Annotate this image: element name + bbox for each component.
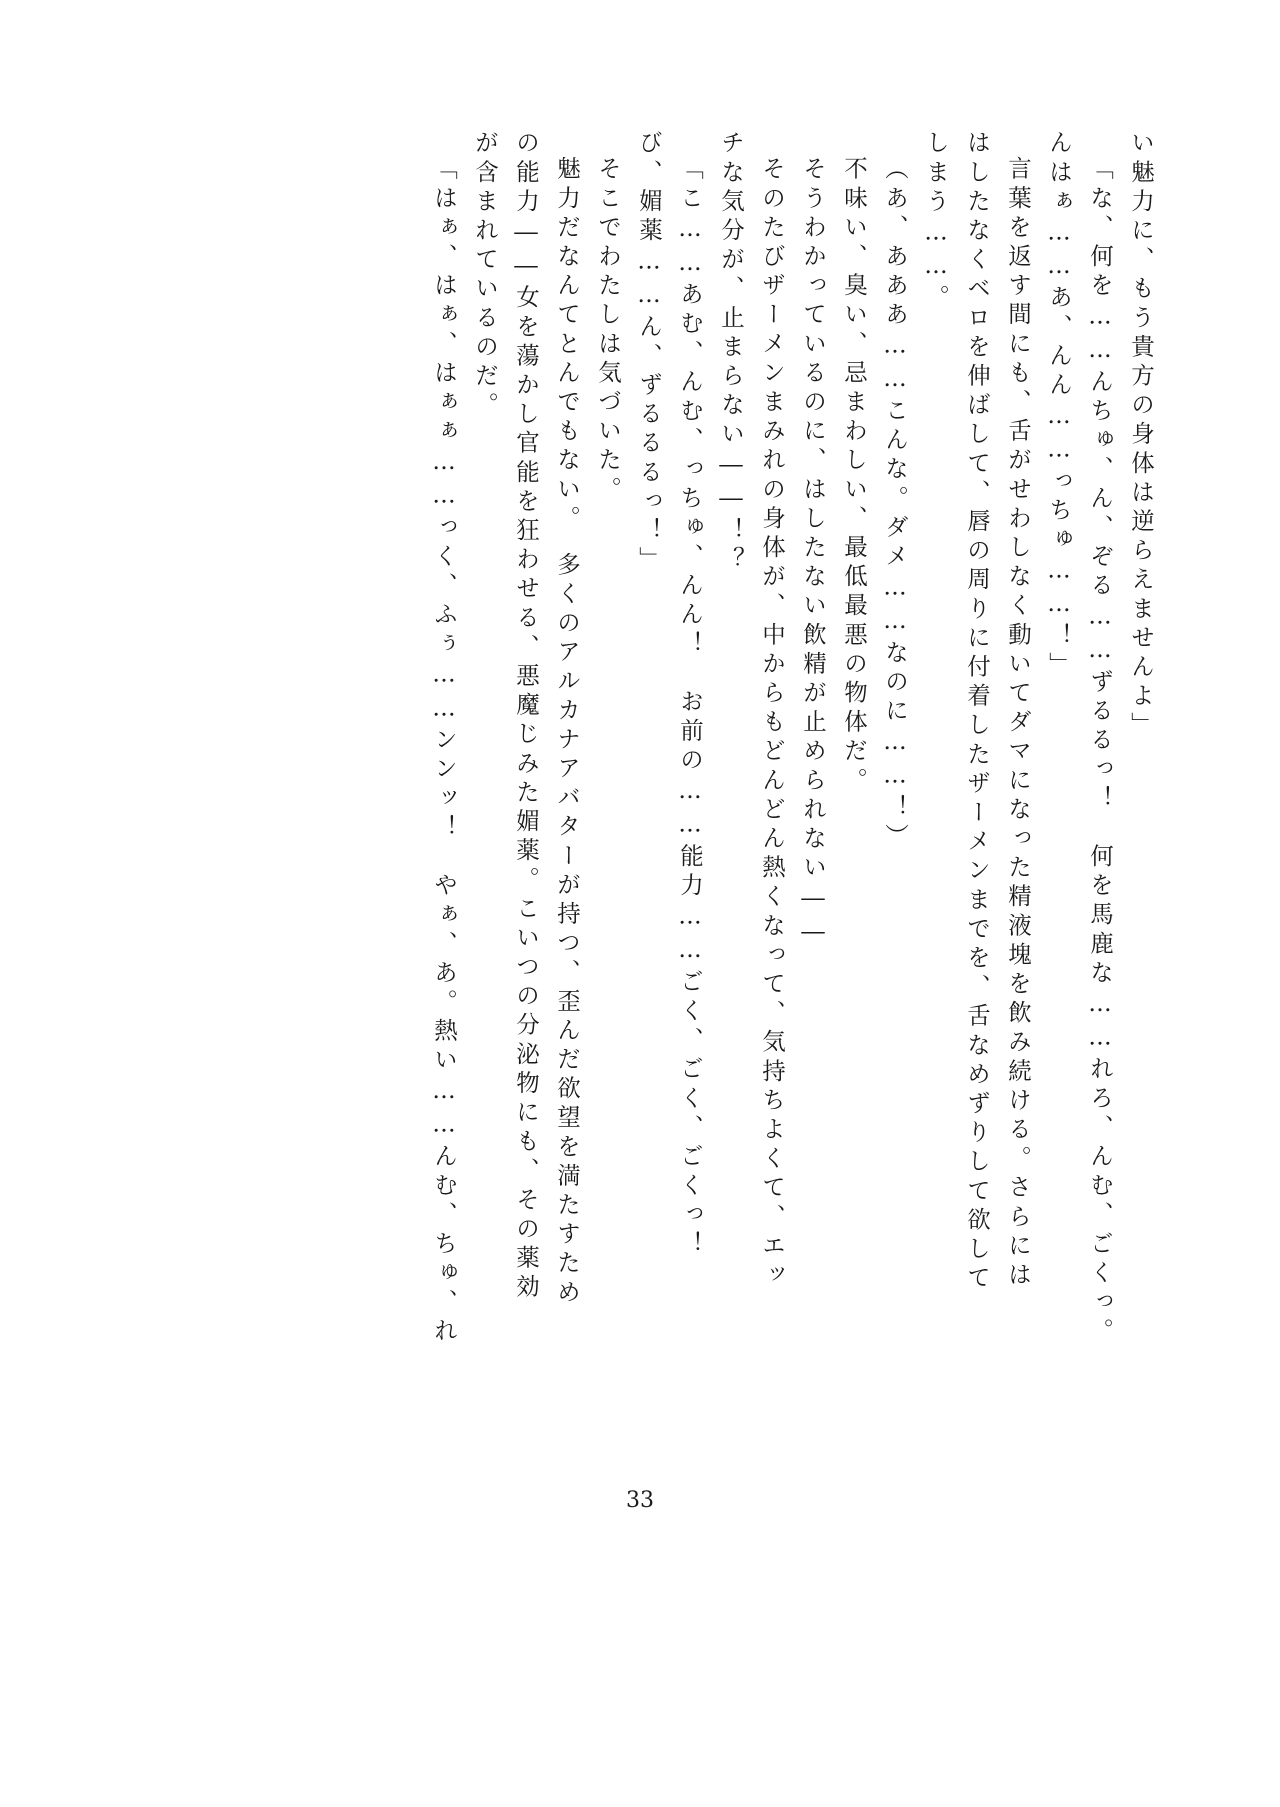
text-line: はしたなくベロを伸ばして、唇の周りに付着したザーメンまでを、舌なめずりして欲して xyxy=(963,130,991,1294)
text-line: が含まれているのだ。 xyxy=(471,130,499,421)
text-line: そうわかっているのに、はしたない飲精が止められない―― xyxy=(799,156,827,951)
text-line: しまう……。 xyxy=(922,130,950,314)
text-line: そこでわたしは気づいた。 xyxy=(594,156,622,506)
text-line: そのたびザーメンまみれの身体が、中からもどんどん熱くなって、気持ちよくて、エッ xyxy=(758,156,786,1291)
text-line: チな気分が、止まらない――！？ xyxy=(717,130,745,576)
text-line: （あ、あああ……こんな。ダメ……なのに……！） xyxy=(881,156,909,853)
text-line: んはぁ……あ、んん……っちゅ……！」 xyxy=(1045,130,1073,681)
text-line: 「な、何を……んちゅ、ん、ぞる……ずるるっ！ 何を馬鹿な……れろ、んむ、ごくっ。 xyxy=(1086,156,1114,1347)
text-line: び、媚薬……ん、ずるるるっ！」 xyxy=(635,130,663,576)
text-line: 言葉を返す間にも、舌がせわしなく動いてダマになった精液塊を飲み続ける。さらには xyxy=(1004,156,1032,1291)
text-line: 「はぁ、はぁ、はぁぁ……っく、ふぅ……ンンッ！ やぁ、あ。熱い……んむ、ちゅ、れ xyxy=(430,156,458,1347)
text-line: い魅力に、もう貴方の身体は逆らえませんよ」 xyxy=(1127,130,1155,742)
text-line: 不味い、臭い、忌まわしい、最低最悪の物体だ。 xyxy=(840,156,868,797)
page-number: 33 xyxy=(626,1488,654,1513)
vertical-text-block xyxy=(128,130,1155,1380)
text-line: 魅力だなんてとんでもない。 多くのアルカナアバターが持つ、歪んだ欲望を満たすため xyxy=(553,156,581,1309)
text-line: の能力――女を蕩かし官能を狂わせる、悪魔じみた媚薬。こいつの分泌物にも、その薬効 xyxy=(512,130,540,1303)
text-line: 「こ……あむ、んむ、っちゅ、んん！ お前の……能力……ごく、ごく、ごくっ！ xyxy=(676,156,704,1260)
